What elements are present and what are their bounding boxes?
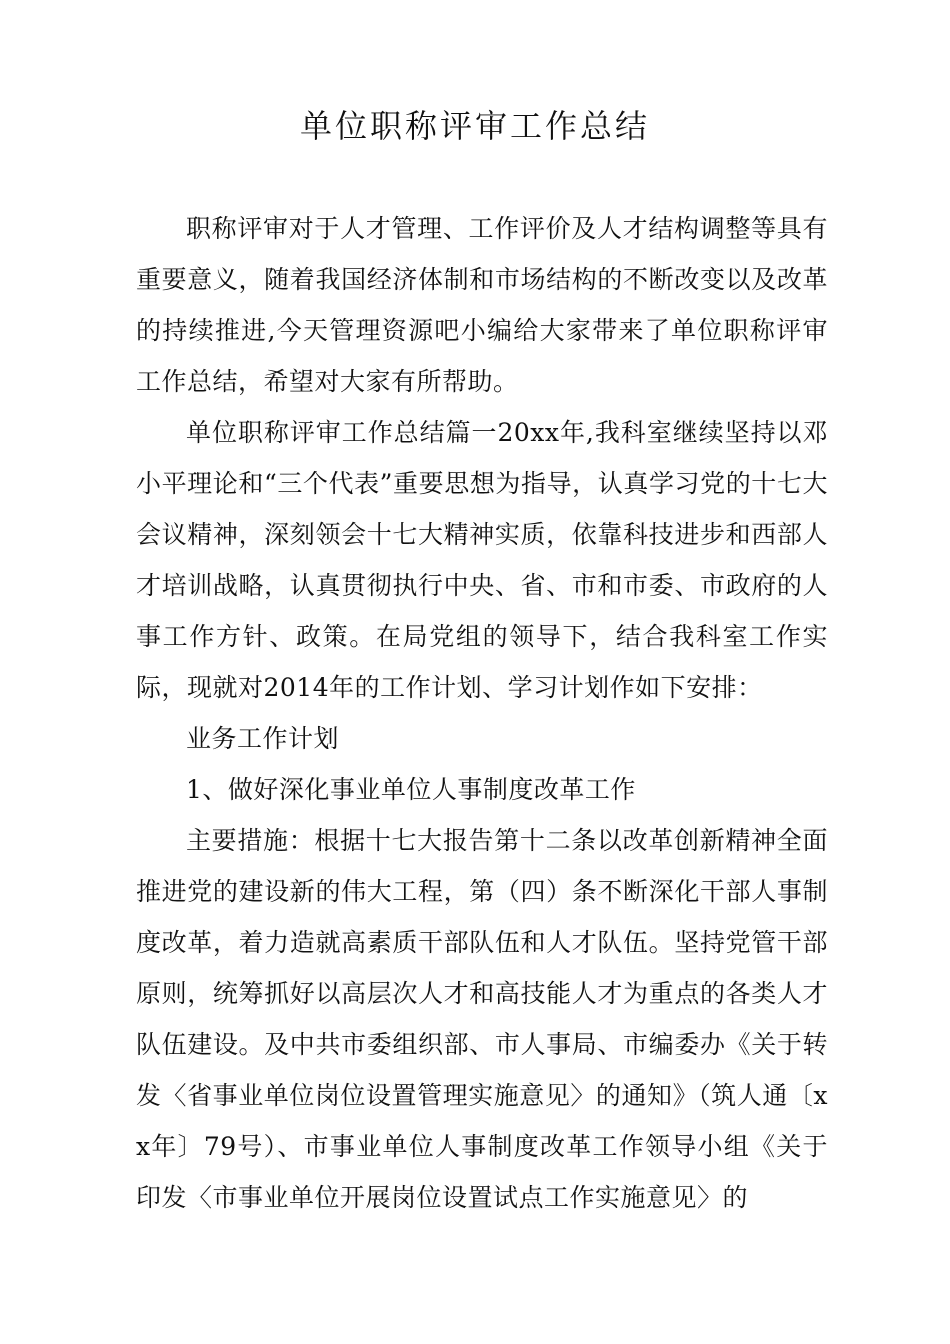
document-title: 单位职称评审工作总结: [299, 107, 650, 145]
paragraph-summary-part-one: 单位职称评审工作总结篇一20xx年,我科室继续坚持以邓小平理论和“三个代表”重要思想为指导，认真学习党的十七大会议精神，深刻领会十七大精神实质，依靠科技进步和西部人才培训战略，认真贯彻执行中央、省、市和市委、市政府的人事工作方针、政策。在局党组的领导下，结合我科室工作实际，现就对2014年的工作计划、学习计划作如下安排：: [136, 418, 828, 702]
document-body: [136, 203, 828, 1223]
paragraph-main-measures: 主要措施：根据十七大报告第十二条以改革创新精神全面推进党的建设新的伟大工程，第（四）条不断深化干部人事制度改革，着力造就高素质干部队伍和人才队伍。坚持党管干部原则，统筹抓好以高层次人才和高技能人才为重点的各类人才队伍建设。及中共市委组织部、市人事局、市编委办《关于转发〈省事业单位岗位设置管理实施意见〉的通知》（筑人通〔xx年〕79号）、市事业单位人事制度改革工作领导小组《关于印发〈市事业单位开展岗位设置试点工作实施意见〉的: [136, 826, 828, 1212]
paragraph-heading-business-plan: 业务工作计划: [186, 724, 340, 753]
paragraph-intro: 职称评审对于人才管理、工作评价及人才结构调整等具有重要意义，随着我国经济体制和市场结构的不断改变以及改革的持续推进,今天管理资源吧小编给大家带来了单位职称评审工作总结，希望对大家有所帮助。: [136, 214, 828, 396]
paragraph-item-1: 1、做好深化事业单位人事制度改革工作: [186, 775, 636, 804]
